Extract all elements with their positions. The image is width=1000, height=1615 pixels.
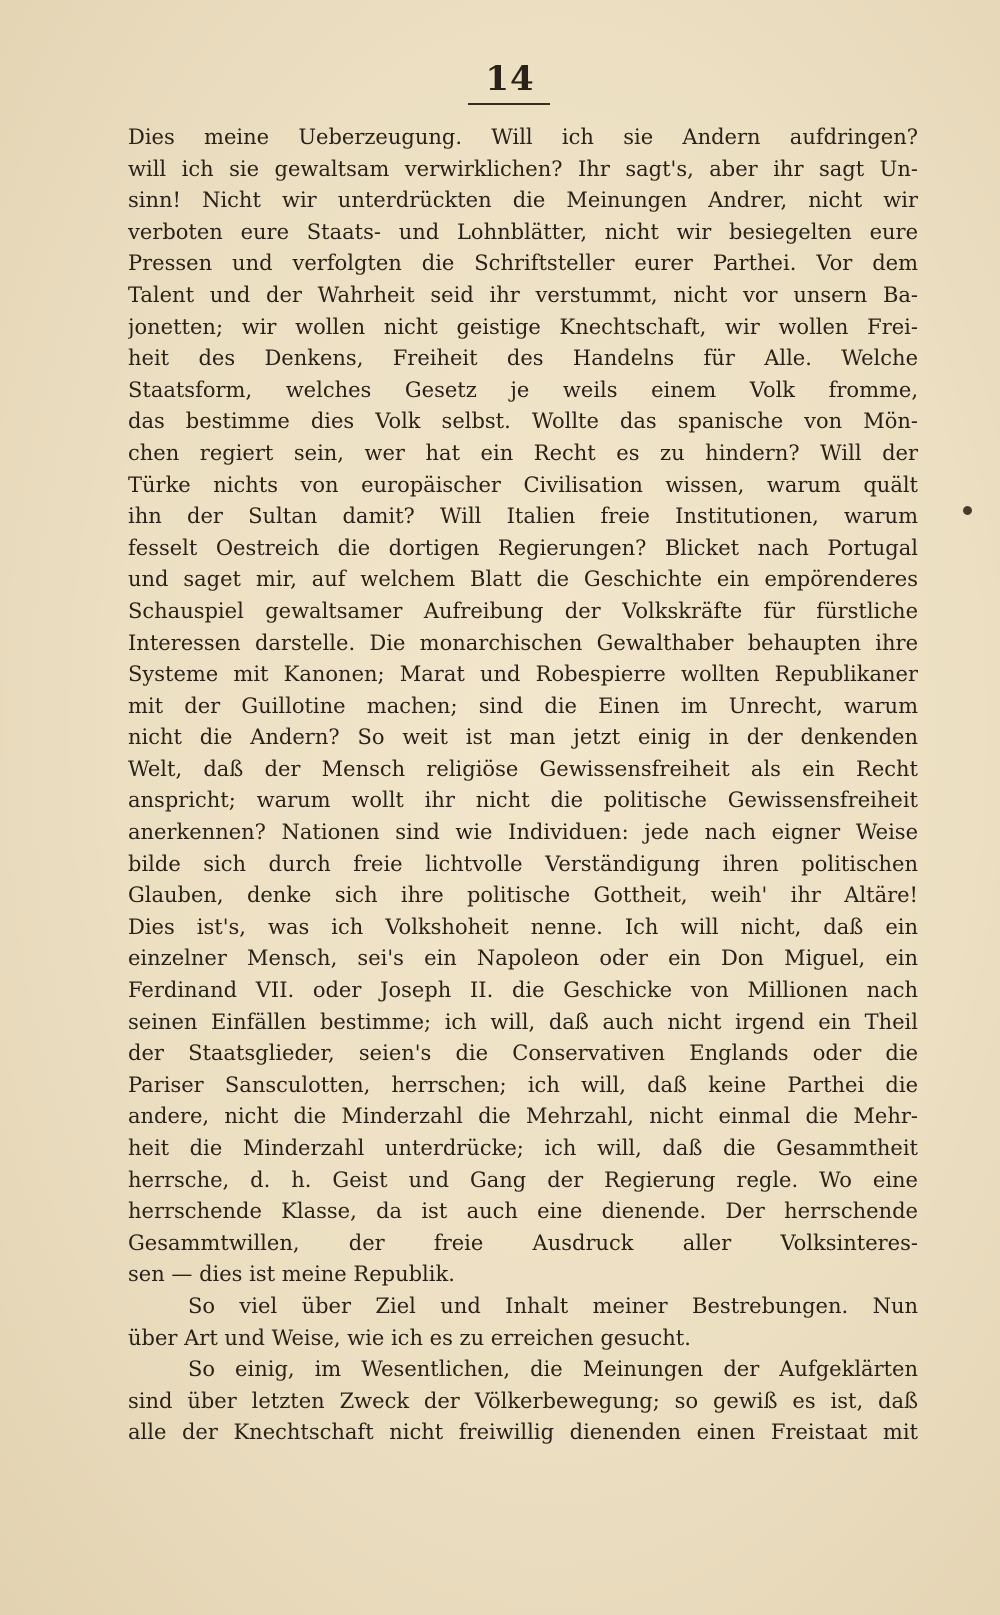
text-line: Dies ist's, was ich Volkshoheit nenne. Ich will nicht, daß ein (128, 914, 918, 939)
text-line: Talent und der Wahrheit seid ihr verstummt, nicht vor unsern Ba- (128, 282, 918, 307)
text-line: chen regiert sein, wer hat ein Recht es zu hindern? Will der (128, 440, 918, 465)
text-line: fesselt Oestreich die dortigen Regierungen? Blicket nach Portugal (128, 535, 918, 560)
ink-spot (963, 506, 972, 515)
text-line: andere, nicht die Minderzahl die Mehrzahl, nicht einmal die Mehr- (128, 1104, 918, 1129)
text-line: anspricht; warum wollt ihr nicht die politische Gewissensfreiheit (128, 788, 918, 813)
text-line: sind über letzten Zweck der Völkerbewegung; so gewiß es ist, daß (128, 1388, 918, 1413)
text-line: Ferdinand VII. oder Joseph II. die Geschicke von Millionen nach (128, 978, 918, 1003)
text-line: Glauben, denke sich ihre politische Gottheit, weih' ihr Altäre! (128, 883, 918, 908)
text-line: Pressen und verfolgten die Schriftsteller eurer Parthei. Vor dem (128, 251, 918, 276)
text-line: So viel über Ziel und Inhalt meiner Bestrebungen. Nun (188, 1293, 918, 1318)
text-line: Systeme mit Kanonen; Marat und Robespierre wollten Republikaner (128, 662, 918, 687)
text-line: ihn der Sultan damit? Will Italien freie Institutionen, warum (128, 504, 918, 529)
page-number: 14 (485, 59, 535, 99)
text-line: verboten eure Staats- und Lohnblätter, nicht wir besiegelten eure (128, 219, 918, 244)
text-line: nicht die Andern? So weit ist man jetzt einig in der denkenden (128, 725, 918, 750)
text-line: anerkennen? Nationen sind wie Individuen: jede nach eigner Weise (128, 820, 918, 845)
text-line: alle der Knechtschaft nicht freiwillig dienenden einen Freistaat mit (128, 1420, 918, 1445)
text-line: sinn! Nicht wir unterdrückten die Meinungen Andrer, nicht wir (128, 188, 918, 213)
text-line: herrsche, d. h. Geist und Gang der Regierung regle. Wo eine (128, 1167, 918, 1192)
text-line: Welt, daß der Mensch religiöse Gewissensfreiheit als ein Recht (128, 756, 918, 781)
text-line: Türke nichts von europäischer Civilisation wissen, warum quält (128, 472, 918, 497)
text-line: herrschende Klasse, da ist auch eine dienende. Der herrschende (128, 1199, 918, 1224)
text-line: So einig, im Wesentlichen, die Meinungen der Aufgeklärten (188, 1357, 918, 1382)
text-line: Pariser Sansculotten, herrschen; ich will, daß keine Parthei die (128, 1072, 918, 1097)
text-line: mit der Guillotine machen; sind die Einen im Unrecht, warum (128, 693, 918, 718)
text-line: über Art und Weise, wie ich es zu erreichen gesucht. (128, 1325, 691, 1350)
text-line: jonetten; wir wollen nicht geistige Knechtschaft, wir wollen Frei- (128, 314, 918, 339)
text-line: und saget mir, auf welchem Blatt die Geschichte ein empörenderes (128, 567, 918, 592)
text-line: Interessen darstelle. Die monarchischen Gewalthaber behaupten ihre (128, 630, 918, 655)
text-line: Staatsform, welches Gesetz je weils einem Volk fromme, (128, 377, 918, 402)
header-rule (468, 103, 550, 105)
text-line: Dies meine Ueberzeugung. Will ich sie Andern aufdringen? (128, 125, 918, 149)
text-line: heit die Minderzahl unterdrücke; ich will, daß die Gesammtheit (128, 1136, 918, 1160)
text-line: das bestimme dies Volk selbst. Wollte das spanische von Mön- (128, 409, 918, 434)
body-text (128, 122, 918, 1449)
text-line: will ich sie gewaltsam verwirklichen? Ihr sagt's, aber ihr sagt Un- (128, 156, 918, 181)
text-line: Schauspiel gewaltsamer Aufreibung der Volkskräfte für fürstliche (128, 598, 918, 623)
text-line: bilde sich durch freie lichtvolle Verständigung ihren politischen (128, 851, 918, 876)
text-line: einzelner Mensch, sei's ein Napoleon oder ein Don Miguel, ein (128, 946, 918, 971)
text-line: seinen Einfällen bestimme; ich will, daß auch nicht irgend ein Theil (128, 1009, 918, 1034)
text-line: sen — dies ist meine Republik. (128, 1262, 455, 1287)
text-line: der Staatsglieder, seien's die Conservativen Englands oder die (128, 1041, 918, 1066)
text-line: heit des Denkens, Freiheit des Handelns für Alle. Welche (128, 346, 918, 371)
text-line: Gesammtwillen, der freie Ausdruck aller Volksinteres- (128, 1230, 918, 1255)
